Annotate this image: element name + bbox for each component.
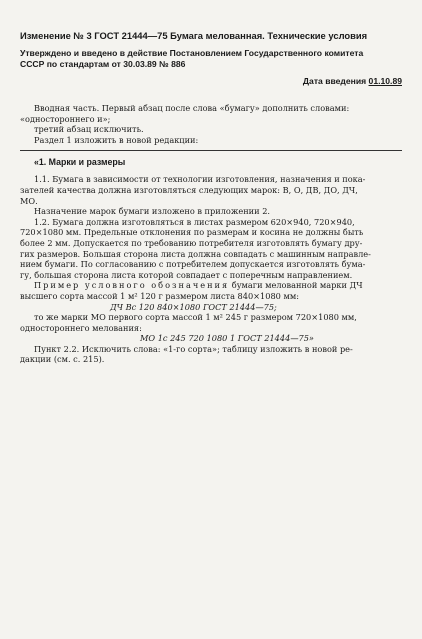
approval-statement <box>20 48 402 70</box>
text-line: третий абзац исключить. <box>34 124 144 135</box>
approval-line: Утверждено и введено в действие Постановлением Государственного комитета <box>20 48 364 58</box>
effective-date <box>20 76 402 87</box>
text-line: Пункт 2.2. Исключить слова: «1-го сорта»; таблицу изложить в новой ре- <box>34 343 353 354</box>
example-designation: МО 1с 245 720 1080 1 ГОСТ 21444—75» <box>140 333 314 344</box>
text-line: более 2 мм. Допускается по требованию потребителя изготовлять бумагу дру- <box>20 237 363 248</box>
section-divider <box>20 150 402 151</box>
text-line: зателей качества должна изготовляться следующих марок: В, О, ДВ, ДО, ДЧ, <box>20 184 358 195</box>
text-line: то же марки МО первого сорта массой 1 м² 245 г размером 720×1080 мм, <box>34 312 357 323</box>
text-line: 1.2. Бумага должна изготовляться в листах размером 620×940, 720×940, <box>34 216 355 227</box>
text-line: Назначение марок бумаги изложено в приложении 2. <box>34 206 271 217</box>
text-line: МО. <box>20 195 38 206</box>
date-value: 01.10.89 <box>368 76 402 86</box>
text-line: высшего сорта массой 1 м² 120 г размером листа 840×1080 мм: <box>20 290 299 301</box>
text-line: нием бумаги. По согласованию с потребителем допускается изготовлять бума- <box>20 259 366 270</box>
approval-line: СССР по стандартам от 30.03.89 № 886 <box>20 59 186 69</box>
text-line: одностороннего мелования: <box>20 322 142 333</box>
text-line: 1.1. Бумага в зависимости от технологии изготовления, назначения и пока- <box>34 174 366 185</box>
text-line: «одностороннего и»; <box>20 113 111 124</box>
text-line: дакции (см. с. 215). <box>20 354 105 365</box>
date-label: Дата введения <box>302 76 367 86</box>
text-line: Раздел 1 изложить в новой редакции: <box>34 134 199 145</box>
example-designation: ДЧ Вс 120 840×1080 ГОСТ 21444—75; <box>110 301 277 312</box>
text-line: гих размеров. Большая сторона листа должна совпадать с машинным направле- <box>20 248 371 259</box>
document-title: Изменение № 3 ГОСТ 21444—75 Бумага мелованная. Технические условия <box>20 30 368 41</box>
example-spaced-label: Пример условного обозначения <box>34 280 230 291</box>
text-line: 720×1080 мм. Предельные отклонения по размерам и косина не должны быть <box>20 227 364 238</box>
section-heading: «1. Марки и размеры <box>34 157 126 168</box>
document-body <box>20 103 402 365</box>
text-line: Вводная часть. Первый абзац после слова «бумагу» дополнить словами: <box>34 103 350 113</box>
text-line: гу, большая сторона листа которой совпадает с поперечным направлением. <box>20 269 353 280</box>
text-line <box>20 280 402 291</box>
example-label-rest: бумаги мелованной марки ДЧ <box>231 280 363 291</box>
